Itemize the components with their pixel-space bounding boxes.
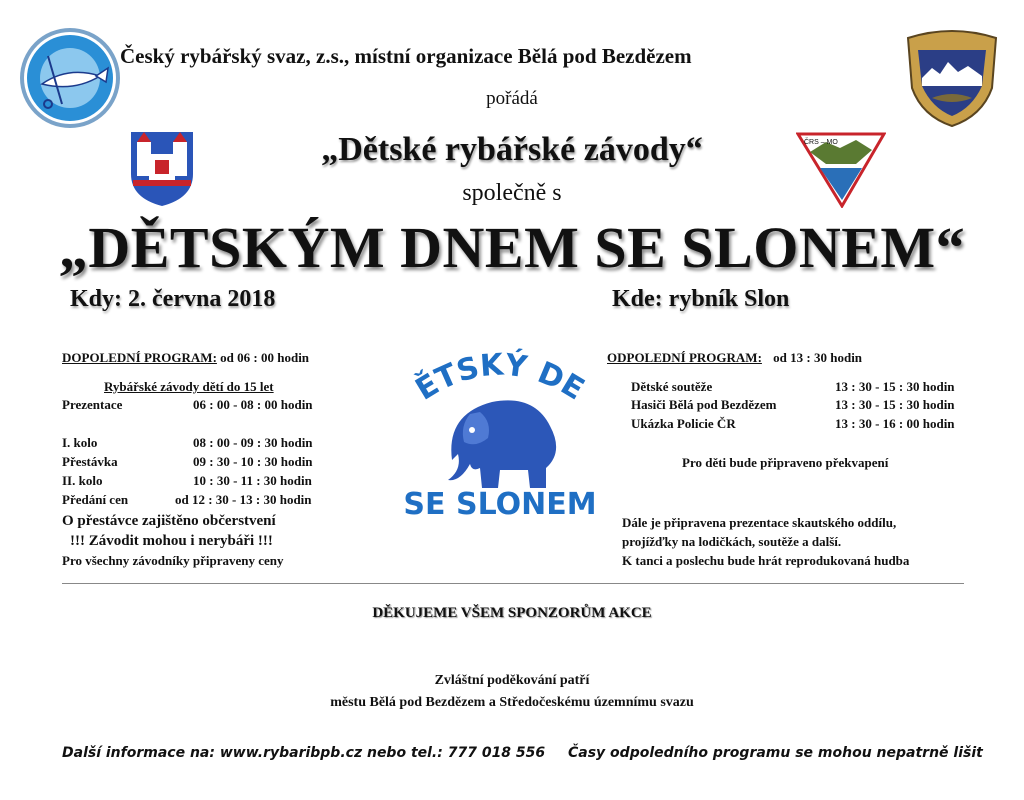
event-logo-bottom-text: SE SLONEM — [403, 487, 597, 522]
afternoon-row-time: 13 : 30 - 16 : 00 hodin — [835, 416, 955, 431]
refreshment-note: O přestávce zajištěno občerstvení — [62, 513, 276, 529]
afternoon-row-label: Hasiči Bělá pod Bezdězem — [631, 397, 777, 412]
special-thanks-line2: městu Bělá pod Bezdězem a Středočeskému územnímu svazu — [330, 695, 694, 710]
crs-shield-logo — [902, 28, 1002, 128]
morning-row-label: Přestávka — [62, 454, 118, 469]
afternoon-heading-label: ODPOLEDNÍ PROGRAM: — [607, 350, 762, 365]
morning-row-time: 08 : 00 - 09 : 30 hodin — [193, 435, 313, 450]
main-title: „DĚTSKÝM DNEM SE SLONEM“ — [58, 215, 966, 280]
sponsors-thanks: DĚKUJEME VŠEM SPONZORŮM AKCE — [372, 605, 652, 621]
surprise-note: Pro děti bude připraveno překvapení — [682, 455, 889, 470]
event-logo-top-text: ĚTSKÝ DE — [409, 347, 591, 408]
divider — [62, 583, 964, 584]
morning-row-label: Prezentace — [62, 397, 123, 412]
scout-note: Dále je připravena prezentace skautského oddílu, — [622, 515, 897, 530]
event-location: Kde: rybník Slon — [612, 286, 790, 312]
afternoon-row-label: Dětské soutěže — [631, 379, 713, 394]
elephant-icon — [400, 342, 600, 522]
afternoon-heading — [607, 350, 862, 366]
crs-round-logo — [18, 26, 122, 130]
event-date: Kdy: 2. června 2018 — [70, 286, 276, 312]
morning-row-time: 09 : 30 - 10 : 30 hodin — [193, 454, 313, 469]
non-anglers-note: !!! Závodit mohou i nerybáři !!! — [70, 533, 273, 549]
morning-row-label: I. kolo — [62, 435, 98, 450]
afternoon-row-time: 13 : 30 - 15 : 30 hodin — [835, 379, 955, 394]
morning-row-label: Předání cen — [62, 492, 129, 507]
footer-info: Další informace na: www.rybaribpb.cz nebo tel.: 777 018 556 — [62, 745, 546, 761]
afternoon-row-label: Ukázka Policie ČR — [631, 416, 736, 431]
contest-title: „Dětské rybářské závody“ — [321, 131, 703, 168]
organizer-title: Český rybářský svaz, z.s., místní organizace Bělá pod Bezdězem — [120, 44, 692, 68]
event-logo — [400, 342, 600, 522]
music-note: K tanci a poslechu bude hrát reprodukovaná hudba — [622, 553, 910, 568]
together-with-text: společně s — [462, 180, 562, 206]
boats-note: projížďky na lodičkách, soutěže a další. — [622, 534, 842, 549]
footer-disclaimer: Časy odpoledního programu se mohou nepatrně lišit — [568, 745, 983, 761]
morning-row-time: 06 : 00 - 08 : 00 hodin — [193, 397, 313, 412]
special-thanks-line1: Zvláštní poděkování patří — [434, 673, 590, 688]
presents-text: pořádá — [486, 88, 538, 109]
morning-row-time: od 12 : 30 - 13 : 30 hodin — [175, 492, 312, 507]
morning-heading — [62, 350, 309, 366]
morning-heading-label: DOPOLEDNÍ PROGRAM: — [62, 350, 217, 365]
afternoon-heading-time: od 13 : 30 hodin — [773, 350, 863, 365]
prizes-note: Pro všechny závodníky připraveny ceny — [62, 553, 284, 568]
afternoon-row-time: 13 : 30 - 15 : 30 hodin — [835, 397, 955, 412]
special-thanks — [0, 670, 1024, 714]
morning-row-time: 10 : 30 - 11 : 30 hodin — [193, 473, 312, 488]
morning-row-label: II. kolo — [62, 473, 103, 488]
mo-badge-text: ČRS – MO — [804, 139, 838, 146]
morning-subheading: Rybářské závody dětí do 15 let — [104, 379, 274, 394]
morning-heading-time: od 06 : 00 hodin — [220, 350, 310, 365]
